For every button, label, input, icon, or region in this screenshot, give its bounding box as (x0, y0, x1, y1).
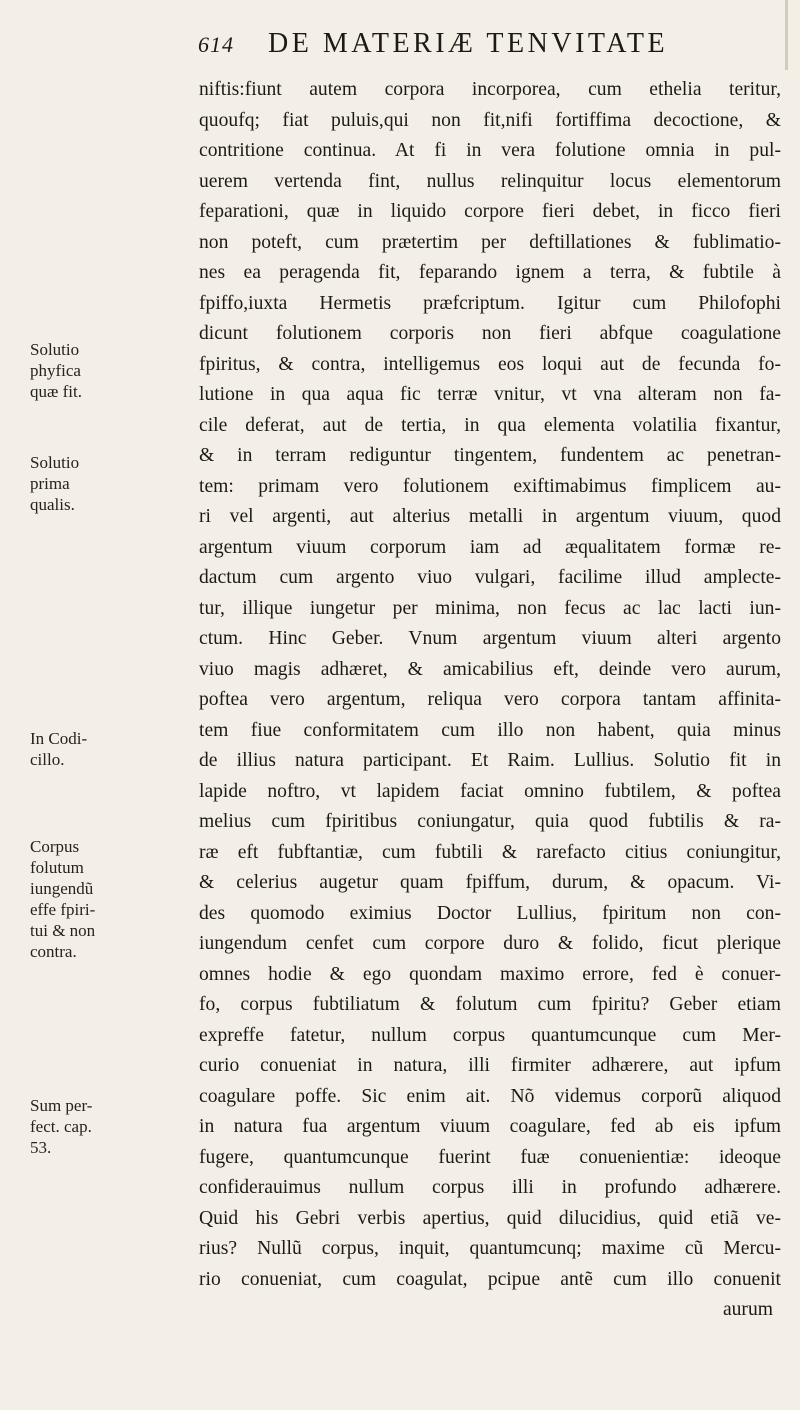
text-line: lutione in qua aqua fic terræ vnitur, vt vna alteram non fa- (199, 384, 781, 405)
text-line: de illius natura participant. Et Raim. Lullius. Solutio fit in (199, 750, 781, 771)
margin-note-line: fect. cap. (30, 1117, 92, 1136)
running-head: DE MATERIÆ TENVITATE (268, 28, 669, 59)
text-line: rius? Nullũ corpus, inquit, quantumcunq; maxime cũ Mercu- (199, 1238, 781, 1259)
text-line: in natura fua argentum viuum coagulare, fed ab eis ipfum (199, 1116, 781, 1137)
text-line: uerem vertenda fint, nullus relinquitur locus elementorum (199, 170, 781, 192)
text-line: Quid his Gebri verbis apertius, quid dilucidius, quid etiã ve- (199, 1207, 781, 1229)
margin-note-line: effe fpiri- (30, 900, 96, 919)
text-line: quoufq; fiat puluis,qui non fit,nifi fortiffima decoctione, & (199, 109, 781, 131)
text-line: feparationi, quæ in liquido corpore fieri debet, in ficco fieri (199, 201, 781, 222)
text-line: fo, corpus fubtiliatum & folutum cum fpiritu? Geber etiam (199, 994, 781, 1015)
text-line: des quomodo eximius Doctor Lullius, fpiritum non con- (199, 902, 781, 924)
margin-note-line: Sum per- (30, 1096, 93, 1115)
text-line: tem: primam vero folutionem exiftimabimus fimplicem au- (199, 475, 781, 497)
text-line: iungendum cenfet cum corpore duro & folido, ficut plerique (199, 933, 781, 954)
text-line: ri vel argenti, aut alterius metalli in argentum viuum, quod (199, 506, 781, 527)
page-number: 614 (198, 32, 234, 57)
text-line: coagulare poffe. Sic enim ait. Nõ videmus corporũ aliquod (199, 1085, 781, 1107)
text-line: confiderauimus nullum corpus illi in profundo adhærere. (199, 1177, 781, 1198)
margin-note-in-codicillo (30, 728, 180, 770)
text-line: contritione continua. At fi in vera folutione omnia in pul- (199, 140, 781, 161)
text-line: ræ eft fubftantiæ, cum fubtili & rarefacto citius coniungitur, (199, 841, 781, 863)
margin-note-line: contra. (30, 942, 77, 961)
text-line: fugere, quantumcunque fuerint fuæ conuenientiæ: ideoque (199, 1146, 781, 1168)
text-line: aurum (722, 1299, 773, 1320)
text-line: tem fiue conformitatem cum illo non habent, quia minus (199, 719, 781, 741)
text-line: ctum. Hinc Geber. Vnum argentum viuum alteri argento (199, 628, 781, 649)
text-line: fpiffo,iuxta Hermetis præfcriptum. Igitur cum Philofophi (199, 292, 781, 314)
margin-note-line: qualis. (30, 495, 75, 514)
text-line: omnes hodie & ego quondam maximo errore, fed è conuer- (199, 963, 781, 985)
text-line: tur, illique iungetur per minima, non fecus ac lac lacti iun- (199, 597, 781, 619)
margin-note-line: quæ fit. (30, 382, 82, 401)
text-line: lapide noftro, vt lapidem faciat omnino fubtilem, & poftea (199, 780, 781, 802)
margin-note-corpus-solutum (30, 836, 180, 962)
margin-note-line: folutum (30, 858, 84, 877)
text-line: rio conueniat, cum coagulat, pcipue antẽ cum illo conuenit (199, 1268, 781, 1290)
text-line: & in terram rediguntur tingentem, fundentem ac penetran- (199, 445, 781, 466)
margin-note-line: cillo. (30, 750, 65, 769)
text-line: fpiritus, & contra, intelligemus eos loqui aut de fecunda fo- (199, 353, 781, 375)
margin-note-solutio-prima (30, 452, 180, 515)
margin-note-line: prima (30, 474, 70, 493)
text-line: expreffe fatetur, nullum corpus quantumcunque cum Mer- (199, 1024, 781, 1046)
margin-note-sum-perfect (30, 1095, 180, 1158)
text-line: non poteft, cum prætertim per deftillationes & fublimatio- (199, 231, 781, 253)
body-text (199, 75, 781, 1326)
margin-note-line: tui & non (30, 921, 96, 940)
text-line: dicunt folutionem corporis non fieri abfque coagulatione (199, 323, 781, 344)
margin-note-line: 53. (30, 1138, 52, 1157)
margin-note-line: In Codi- (30, 729, 88, 748)
margin-note-line: Solutio (30, 453, 80, 472)
page-edge-shadow (785, 0, 788, 70)
margin-note-solutio-physica (30, 339, 180, 402)
text-line: melius cum fpiritibus coniungatur, quia quod fubtilis & ra- (199, 811, 781, 832)
text-line: viuo magis adhæret, & amicabilius eft, deinde vero aurum, (199, 658, 781, 680)
margin-note-line: phyfica (30, 361, 81, 380)
text-line: nes ea peragenda fit, feparando ignem a terra, & fubtile à (199, 262, 781, 283)
text-line: dactum cum argento viuo vulgari, facilime illud amplecte- (199, 567, 781, 588)
margin-note-line: Solutio (30, 340, 80, 359)
text-line: argentum viuum corporum iam ad æqualitatem formæ re- (199, 536, 781, 558)
text-line: cile deferat, aut de tertia, in qua elementa volatilia fixantur, (199, 414, 781, 436)
text-line: & celerius augetur quam fpiffum, durum, & opacum. Vi- (199, 872, 781, 893)
text-line: niftis:fiunt autem corpora incorporea, cum ethelia teritur, (199, 79, 781, 100)
margin-note-line: iungendũ (30, 879, 94, 898)
text-line: poftea vero argentum, reliqua vero corpora tantam affinita- (199, 689, 781, 710)
margin-note-line: Corpus (30, 837, 80, 856)
text-line: curio conueniat in natura, illi firmiter adhærere, aut ipfum (199, 1055, 781, 1076)
